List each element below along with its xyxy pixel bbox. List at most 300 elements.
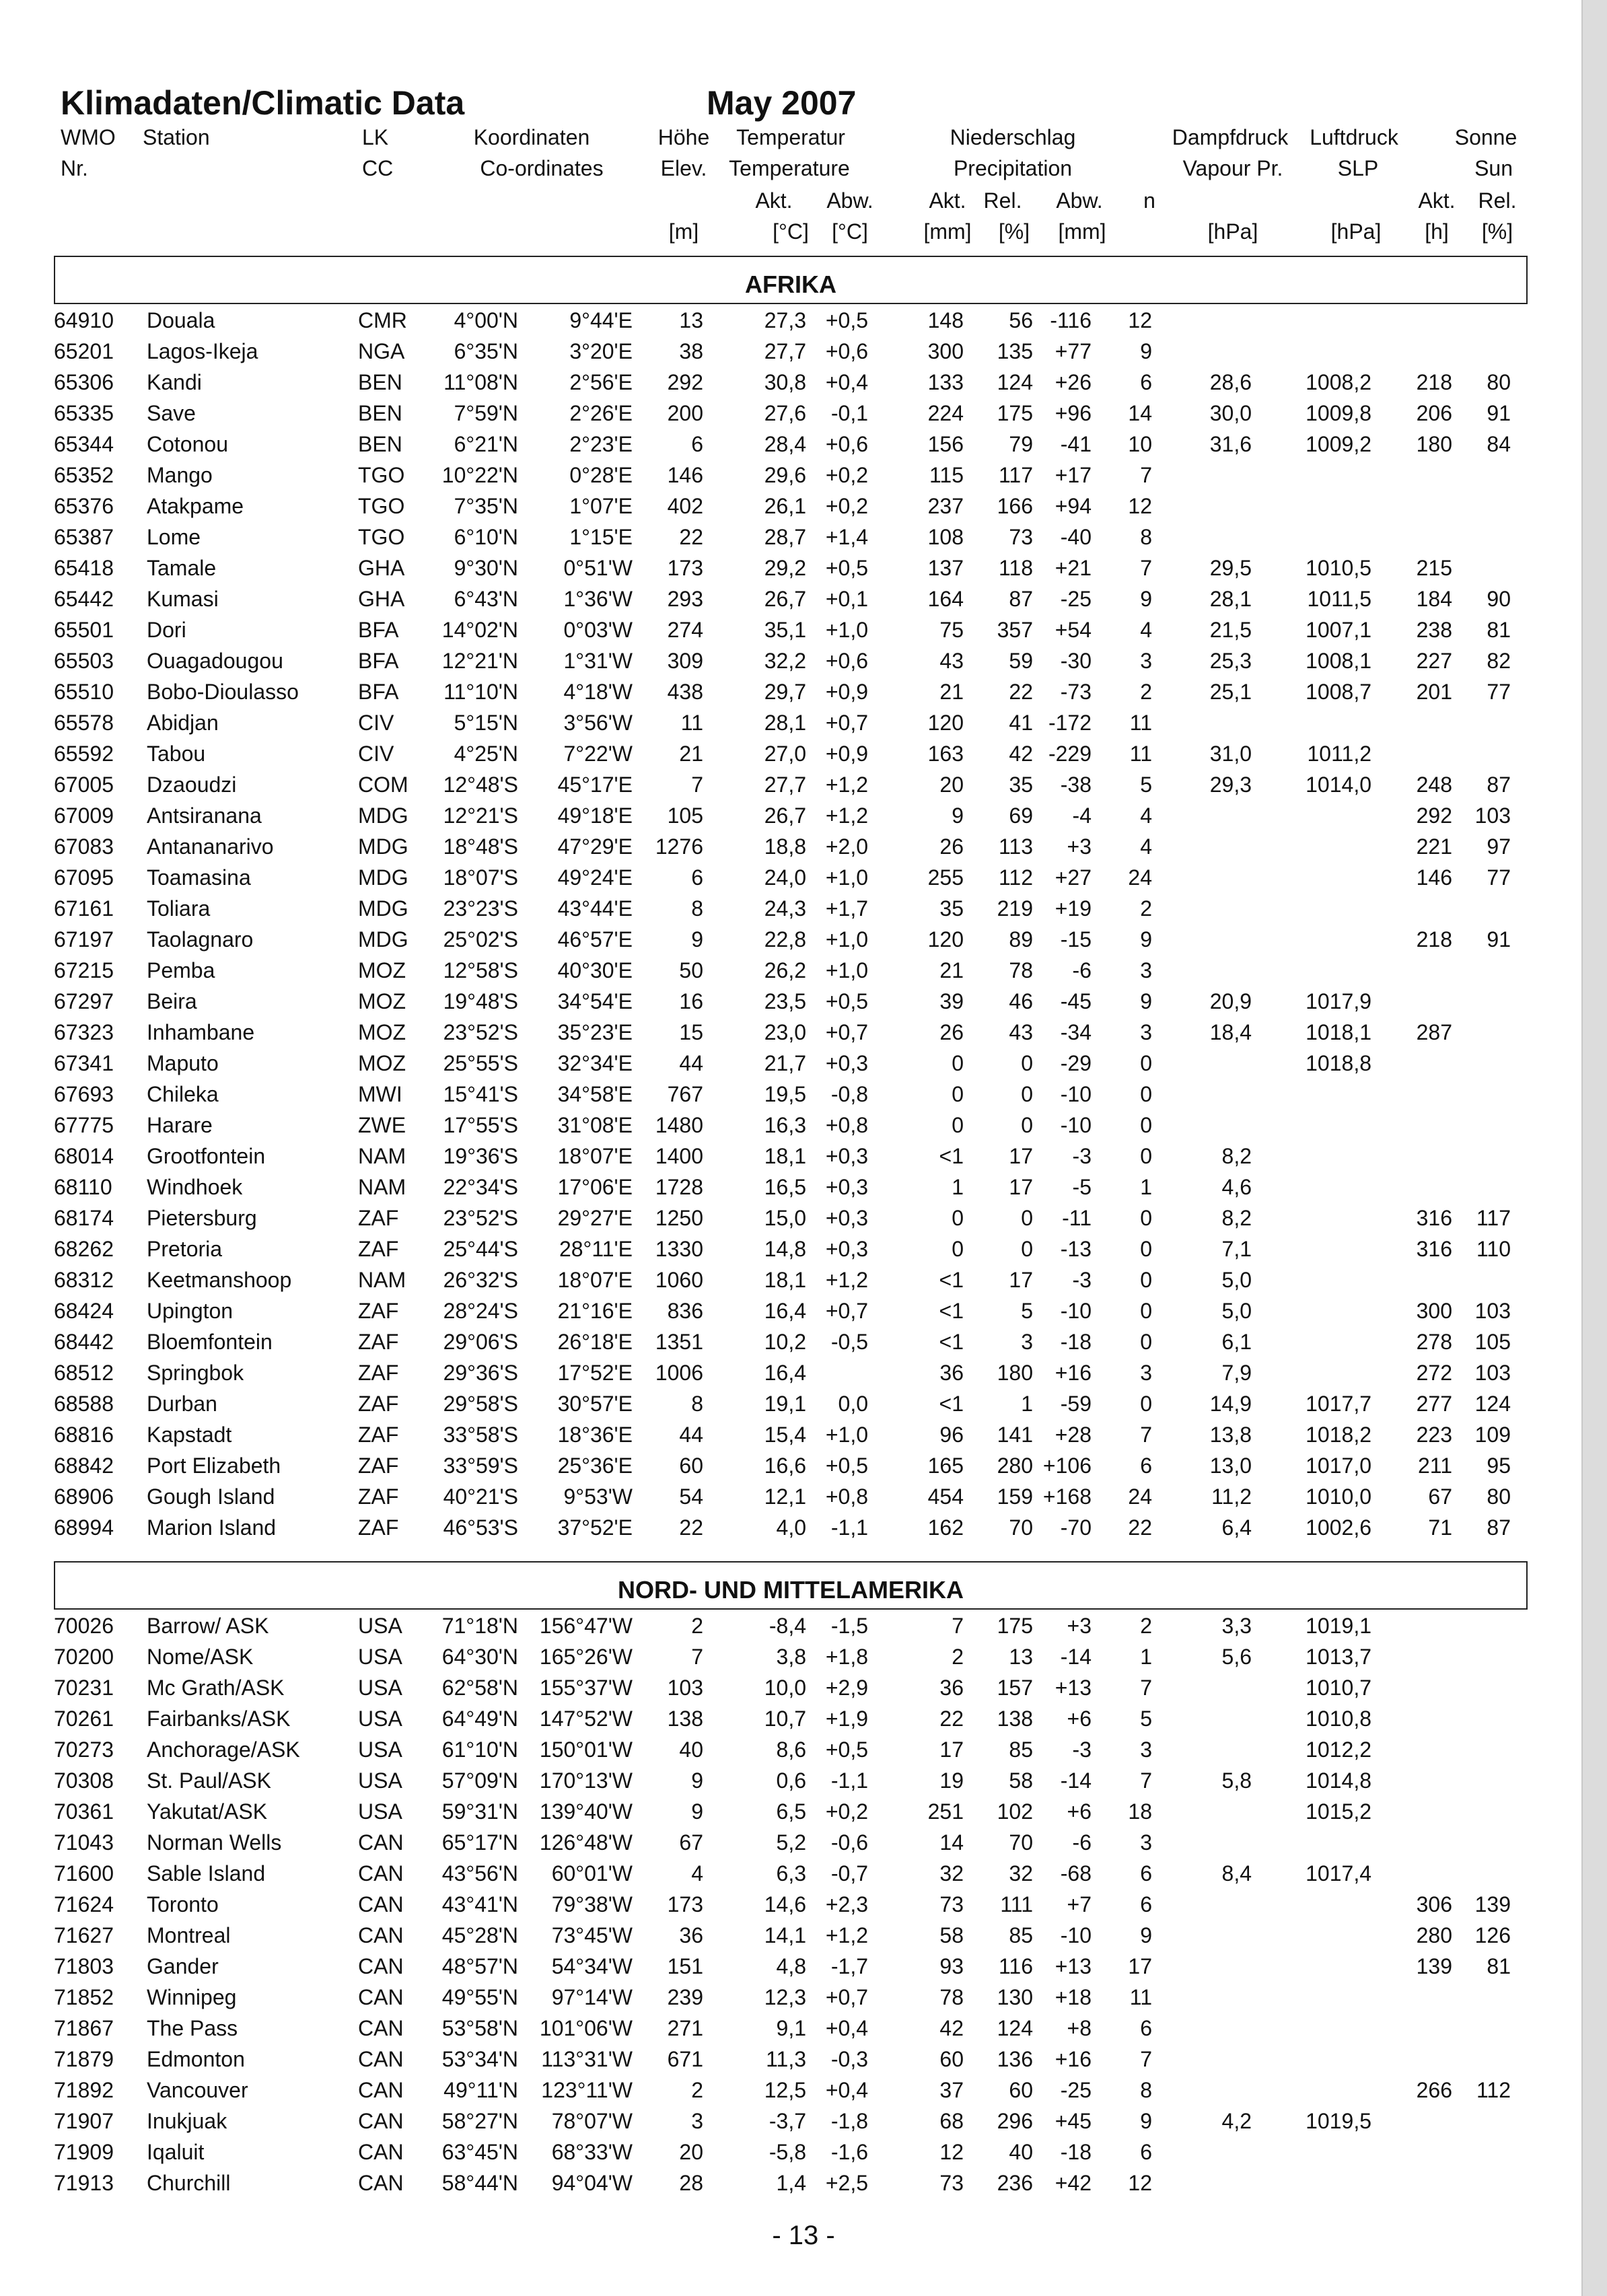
latitude: 65°17'N [441,1830,518,1855]
header-label: Luftdruck [1310,125,1398,149]
country-code: MOZ [358,1020,406,1044]
wmo-number: 68906 [54,1484,114,1509]
precip-relative: 22 [1009,680,1033,704]
temp-deviation: +0,8 [825,1113,868,1137]
sun-relative: 81 [1487,1954,1511,1978]
longitude: 7°22'W [563,742,633,766]
precip-deviation: -10 [1060,1113,1092,1137]
vapour-pressure: 25,1 [1209,680,1252,704]
temp-deviation: -0,3 [830,2047,868,2071]
country-code: TGO [358,525,405,549]
temp-deviation: +0,3 [825,1051,868,1075]
precip-days: 12 [1128,2171,1152,2195]
temp-actual: 10,0 [764,1676,806,1700]
temp-deviation: +1,2 [825,773,868,797]
latitude: 5°15'N [454,711,518,735]
precip-relative: 130 [997,1985,1033,2009]
latitude: 64°49'N [441,1707,518,1731]
elevation: 3 [691,2109,703,2133]
longitude: 3°20'E [569,339,633,363]
wmo-number: 70261 [54,1707,114,1731]
precip-deviation: +19 [1055,896,1092,921]
latitude: 59°31'N [441,1799,518,1824]
country-code: CAN [358,1830,404,1855]
precip-actual: 75 [939,618,964,642]
elevation: 8 [691,896,703,921]
table-row [0,339,1548,370]
latitude: 25°02'S [443,927,518,952]
latitude: 29°58'S [443,1392,518,1416]
longitude: 1°15'E [569,525,633,549]
temp-actual: 30,8 [764,370,806,394]
table-row [0,1707,1548,1737]
elevation: 239 [667,1985,703,2009]
sea-level-pressure: 1008,7 [1306,680,1371,704]
precip-days: 5 [1140,773,1152,797]
precip-relative: 60 [1009,2078,1033,2102]
station-name: Vancouver [147,2078,248,2102]
elevation: 7 [691,773,703,797]
document-period: May 2007 [707,84,857,122]
temp-actual: 24,3 [764,896,806,921]
header-label: LK [362,125,389,149]
precip-days: 12 [1128,308,1152,332]
header-label: [m] [668,219,699,244]
precip-days: 0 [1140,1113,1152,1137]
precip-deviation: -25 [1060,2078,1092,2102]
country-code: CMR [358,308,407,332]
vapour-pressure: 13,8 [1209,1423,1252,1447]
latitude: 7°59'N [454,401,518,425]
country-code: GHA [358,587,405,611]
longitude: 26°18'E [557,1330,633,1354]
wmo-number: 65503 [54,649,114,673]
elevation: 9 [691,1768,703,1793]
precip-deviation: -3 [1072,1268,1092,1292]
temp-deviation: 0,0 [838,1392,868,1416]
longitude: 40°30'E [557,958,633,982]
header-label: Akt. [929,188,966,213]
sun-relative: 91 [1487,401,1511,425]
precip-days: 0 [1140,1082,1152,1106]
vapour-pressure: 13,0 [1209,1454,1252,1478]
country-code: CAN [358,1985,404,2009]
temp-actual: 14,6 [764,1892,806,1916]
precip-deviation: -18 [1060,2140,1092,2164]
wmo-number: 68512 [54,1361,114,1385]
longitude: 49°18'E [557,803,633,828]
precip-relative: 3 [1021,1330,1033,1354]
precip-deviation: +6 [1067,1799,1092,1824]
precip-relative: 17 [1009,1268,1033,1292]
latitude: 22°34'S [443,1175,518,1199]
precip-deviation: +77 [1055,339,1092,363]
precip-actual: 73 [939,1892,964,1916]
longitude: 46°57'E [557,927,633,952]
sun-actual: 287 [1416,1020,1452,1044]
temp-deviation: +1,2 [825,1923,868,1947]
longitude: 2°56'E [569,370,633,394]
header-label: SLP [1337,156,1379,180]
temp-actual: 16,4 [764,1361,806,1385]
precip-actual: 156 [927,432,964,456]
precip-days: 9 [1140,587,1152,611]
station-name: Grootfontein [147,1144,266,1168]
longitude: 1°07'E [569,494,633,518]
wmo-number: 71913 [54,2171,114,2195]
precip-actual: <1 [939,1330,964,1354]
latitude: 33°58'S [443,1423,518,1447]
header-label: Koordinaten [473,125,590,149]
precip-deviation: -5 [1072,1175,1092,1199]
table-row [0,1923,1548,1954]
elevation: 15 [679,1020,703,1044]
table-row [0,1144,1548,1175]
temp-deviation: +0,9 [825,742,868,766]
country-code: MOZ [358,1051,406,1075]
precip-relative: 0 [1021,1082,1033,1106]
precip-actual: 0 [952,1206,964,1230]
sea-level-pressure: 1015,2 [1306,1799,1371,1824]
longitude: 49°24'E [557,865,633,890]
station-name: Keetmanshoop [147,1268,292,1292]
country-code: USA [358,1768,402,1793]
station-name: Norman Wells [147,1830,282,1855]
latitude: 45°28'N [441,1923,518,1947]
section-header [54,1561,1528,1610]
elevation: 151 [667,1954,703,1978]
precip-actual: 133 [927,370,964,394]
vapour-pressure: 28,1 [1209,587,1252,611]
sun-actual: 292 [1416,803,1452,828]
wmo-number: 68816 [54,1423,114,1447]
elevation: 44 [679,1423,703,1447]
wmo-number: 68442 [54,1330,114,1354]
latitude: 29°36'S [443,1361,518,1385]
precip-deviation: +168 [1042,1484,1092,1509]
precip-days: 2 [1140,1614,1152,1638]
latitude: 23°52'S [443,1020,518,1044]
wmo-number: 70361 [54,1799,114,1824]
precip-deviation: -229 [1048,742,1092,766]
sun-actual: 272 [1416,1361,1452,1385]
precip-relative: 70 [1009,1830,1033,1855]
elevation: 1330 [655,1237,703,1261]
elevation: 1480 [655,1113,703,1137]
precip-relative: 0 [1021,1237,1033,1261]
temp-deviation: +0,4 [825,370,868,394]
elevation: 28 [679,2171,703,2195]
precip-deviation: -13 [1060,1237,1092,1261]
longitude: 94°04'W [551,2171,633,2195]
temp-deviation: +1,8 [825,1645,868,1669]
longitude: 79°38'W [551,1892,633,1916]
sun-relative: 87 [1487,1515,1511,1540]
sun-actual: 180 [1416,432,1452,456]
country-code: USA [358,1676,402,1700]
table-row [0,773,1548,803]
latitude: 62°58'N [441,1676,518,1700]
station-name: Iqaluit [147,2140,205,2164]
station-name: Fairbanks/ASK [147,1707,291,1731]
table-row [0,958,1548,989]
temp-deviation: +0,7 [825,1020,868,1044]
table-row [0,1392,1548,1423]
wmo-number: 65387 [54,525,114,549]
precip-days: 6 [1140,2140,1152,2164]
precip-deviation: -4 [1072,803,1092,828]
precip-deviation: +16 [1055,2047,1092,2071]
precip-deviation: -68 [1060,1861,1092,1886]
precip-deviation: +13 [1055,1676,1092,1700]
latitude: 26°32'S [443,1268,518,1292]
country-code: MDG [358,803,408,828]
precip-actual: 120 [927,711,964,735]
header-label: Dampfdruck [1172,125,1289,149]
vapour-pressure: 5,0 [1221,1299,1252,1323]
temp-deviation: +0,1 [825,587,868,611]
sea-level-pressure: 1008,2 [1306,370,1371,394]
elevation: 1060 [655,1268,703,1292]
latitude: 63°45'N [441,2140,518,2164]
sun-relative: 81 [1487,618,1511,642]
elevation: 21 [679,742,703,766]
station-name: Inukjuak [147,2109,227,2133]
temp-deviation: +0,6 [825,339,868,363]
precip-actual: <1 [939,1392,964,1416]
header-label: Temperatur [736,125,845,149]
table-row [0,308,1548,339]
sun-actual: 218 [1416,927,1452,952]
temp-actual: 16,4 [764,1299,806,1323]
precip-actual: 0 [952,1237,964,1261]
latitude: 28°24'S [443,1299,518,1323]
precip-deviation: +94 [1055,494,1092,518]
precip-days: 22 [1128,1515,1152,1540]
wmo-number: 68842 [54,1454,114,1478]
station-name: Atakpame [147,494,244,518]
precip-days: 10 [1128,432,1152,456]
precip-actual: 42 [939,2016,964,2040]
precip-actual: 0 [952,1113,964,1137]
latitude: 6°35'N [454,339,518,363]
station-name: Mango [147,463,213,487]
precip-deviation: -14 [1060,1768,1092,1793]
wmo-number: 65501 [54,618,114,642]
precip-relative: 42 [1009,742,1033,766]
precip-relative: 117 [998,463,1033,487]
longitude: 9°53'W [563,1484,633,1509]
precip-days: 4 [1140,618,1152,642]
temp-deviation: +0,5 [825,308,868,332]
vapour-pressure: 28,6 [1209,370,1252,394]
header-label: Sun [1474,156,1513,180]
elevation: 274 [667,618,703,642]
precip-relative: 73 [1009,525,1033,549]
latitude: 48°57'N [441,1954,518,1978]
precip-relative: 5 [1021,1299,1033,1323]
sea-level-pressure: 1009,2 [1306,432,1371,456]
latitude: 4°25'N [454,742,518,766]
station-name: Dori [147,618,186,642]
temp-actual: 12,5 [764,2078,806,2102]
sea-level-pressure: 1013,7 [1306,1645,1371,1669]
longitude: 30°57'E [557,1392,633,1416]
temp-actual: 3,8 [776,1645,806,1669]
temp-actual: 28,4 [764,432,806,456]
precip-deviation: +6 [1067,1707,1092,1731]
temp-actual: 22,8 [764,927,806,952]
precip-actual: 300 [927,339,964,363]
header-label: Höhe [657,125,710,149]
precip-deviation: +16 [1055,1361,1092,1385]
sea-level-pressure: 1008,1 [1306,649,1371,673]
temp-deviation: +0,7 [825,1299,868,1323]
temp-actual: 15,4 [764,1423,806,1447]
precip-actual: 255 [927,865,964,890]
wmo-number: 67297 [54,989,114,1013]
temp-actual: 12,3 [764,1985,806,2009]
latitude: 46°53'S [443,1515,518,1540]
wmo-number: 70200 [54,1645,114,1669]
latitude: 19°48'S [443,989,518,1013]
precip-actual: 137 [927,556,964,580]
vapour-pressure: 31,6 [1209,432,1252,456]
precip-actual: 9 [952,803,964,828]
wmo-number: 70231 [54,1676,114,1700]
precip-days: 9 [1140,927,1152,952]
precip-relative: 138 [997,1707,1033,1731]
precip-actual: 20 [939,773,964,797]
header-label: Rel. [1478,188,1517,213]
sun-actual: 300 [1416,1299,1452,1323]
country-code: NAM [358,1144,406,1168]
precip-relative: 102 [997,1799,1033,1824]
header-label: [hPa] [1330,219,1382,244]
longitude: 126°48'W [539,1830,633,1855]
station-name: Antananarivo [147,834,274,859]
station-name: Kapstadt [147,1423,232,1447]
latitude: 23°52'S [443,1206,518,1230]
sea-level-pressure: 1014,0 [1306,773,1371,797]
vapour-pressure: 8,4 [1221,1861,1252,1886]
station-name: Harare [147,1113,213,1137]
precip-actual: 7 [952,1614,964,1638]
precip-deviation: +21 [1055,556,1092,580]
longitude: 31°08'E [557,1113,633,1137]
table-row [0,2016,1548,2047]
table-row [0,2171,1548,2202]
station-name: Yakutat/ASK [147,1799,268,1824]
table-row [0,463,1548,494]
precip-deviation: +3 [1067,834,1092,859]
elevation: 44 [679,1051,703,1075]
precip-deviation: -73 [1060,680,1092,704]
precip-deviation: +45 [1055,2109,1092,2133]
precip-relative: 87 [1009,587,1033,611]
precip-deviation: -14 [1060,1645,1092,1669]
wmo-number: 67215 [54,958,114,982]
sun-relative: 105 [1474,1330,1511,1354]
table-row [0,896,1548,927]
temp-actual: 19,5 [764,1082,806,1106]
latitude: 40°21'S [443,1484,518,1509]
latitude: 23°23'S [443,896,518,921]
vapour-pressure: 4,6 [1221,1175,1252,1199]
precip-deviation: +96 [1055,401,1092,425]
sun-actual: 139 [1416,1954,1452,1978]
temp-deviation: +0,6 [825,649,868,673]
precip-relative: 159 [997,1484,1033,1509]
table-row [0,370,1548,401]
country-code: TGO [358,463,405,487]
table-row [0,927,1548,958]
longitude: 25°36'E [557,1454,633,1478]
country-code: ZAF [358,1454,399,1478]
sun-relative: 103 [1474,803,1511,828]
precip-relative: 296 [997,2109,1033,2133]
sun-actual: 201 [1416,680,1452,704]
precip-actual: 164 [927,587,964,611]
station-name: Pietersburg [147,1206,257,1230]
station-name: Save [147,401,196,425]
latitude: 29°06'S [443,1330,518,1354]
table-row [0,1237,1548,1268]
latitude: 17°55'S [443,1113,518,1137]
precip-relative: 78 [1009,958,1033,982]
latitude: 53°58'N [441,2016,518,2040]
temp-deviation: -1,5 [830,1614,868,1638]
elevation: 200 [667,401,703,425]
sun-actual: 266 [1416,2078,1452,2102]
station-name: Bobo-Dioulasso [147,680,299,704]
header-label: Nr. [61,156,88,180]
elevation: 4 [691,1861,703,1886]
temp-deviation: +2,5 [825,2171,868,2195]
country-code: BEN [358,432,402,456]
precip-deviation: -41 [1060,432,1092,456]
country-code: CAN [358,2171,404,2195]
document-title: Klimadaten/Climatic Data [61,84,465,122]
temp-actual: 0,6 [776,1768,806,1793]
temp-deviation: +0,2 [825,1799,868,1824]
table-row [0,587,1548,618]
station-name: Taolagnaro [147,927,254,952]
wmo-number: 65418 [54,556,114,580]
elevation: 309 [667,649,703,673]
temp-deviation: +1,0 [825,958,868,982]
precip-deviation: -38 [1060,773,1092,797]
precip-deviation: +13 [1055,1954,1092,1978]
temp-actual: 18,8 [764,834,806,859]
station-name: Tamale [147,556,217,580]
elevation: 11 [680,711,703,735]
precip-deviation: -6 [1072,958,1092,982]
precip-deviation: +27 [1055,865,1092,890]
temp-actual: 4,8 [776,1954,806,1978]
temp-deviation: +0,4 [825,2078,868,2102]
station-name: Bloemfontein [147,1330,273,1354]
station-name: Winnipeg [147,1985,237,2009]
temp-actual: 27,3 [764,308,806,332]
precip-actual: 148 [927,308,964,332]
longitude: 97°14'W [551,1985,633,2009]
sea-level-pressure: 1017,4 [1306,1861,1371,1886]
precip-days: 7 [1140,2047,1152,2071]
country-code: ZAF [358,1330,399,1354]
longitude: 156°47'W [539,1614,633,1638]
longitude: 4°18'W [563,680,633,704]
